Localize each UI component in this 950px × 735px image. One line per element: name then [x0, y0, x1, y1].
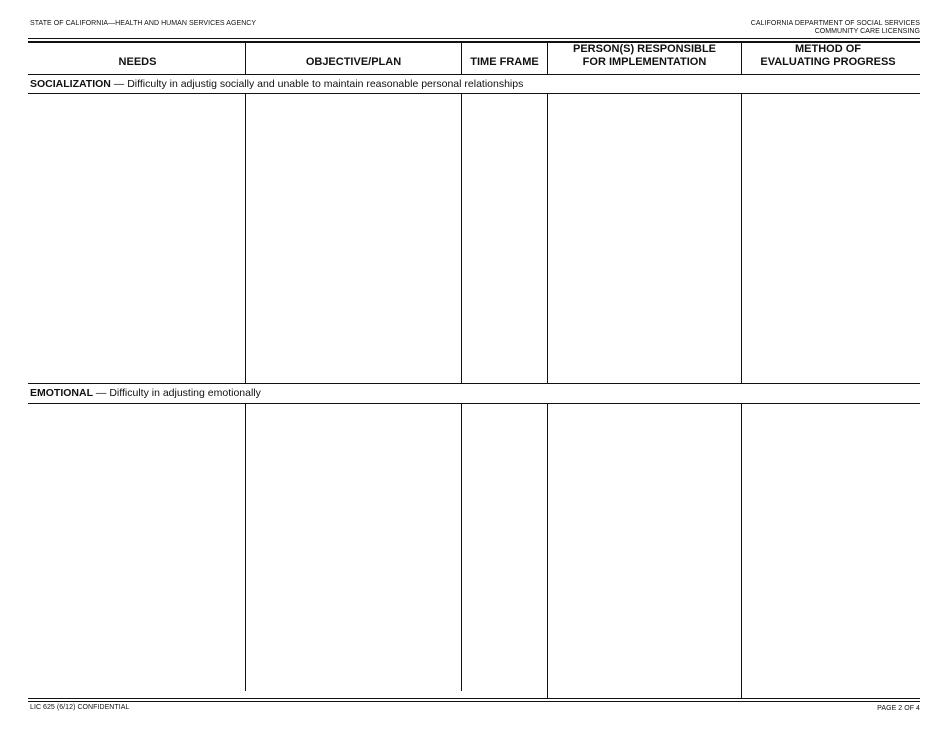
- needs-label: NEEDS: [118, 56, 157, 68]
- socialization-needs-cell[interactable]: [30, 94, 245, 383]
- emotional-responsible-cell[interactable]: [548, 404, 741, 698]
- emotional-section-label: [30, 387, 261, 399]
- emotional-divider: [245, 404, 246, 691]
- top-rule: [28, 38, 920, 39]
- emotional-divider: [461, 404, 462, 691]
- socialization-description: — Difficulty in adjustig socially and unable to maintain reasonable personal relationships: [110, 78, 524, 90]
- column-header-objective: [246, 42, 461, 69]
- responsible-label-line2: FOR IMPLEMENTATION: [582, 56, 707, 68]
- objective-label: OBJECTIVE/PLAN: [305, 56, 402, 68]
- header-divider: [547, 42, 548, 74]
- header-divider: [461, 42, 462, 74]
- socialization-divider: [547, 94, 548, 383]
- emotional-needs-cell[interactable]: [30, 404, 245, 690]
- bottom-rule: [28, 698, 920, 699]
- department-header: [751, 20, 920, 36]
- column-header-method: [742, 42, 914, 69]
- socialization-divider: [741, 94, 742, 383]
- responsible-label-line1: PERSON(S) RESPONSIBLE: [572, 43, 717, 55]
- header-divider: [245, 42, 246, 74]
- emotional-time-frame-cell[interactable]: [462, 404, 547, 690]
- socialization-method-cell[interactable]: [742, 94, 920, 383]
- socialization-objective-cell[interactable]: [246, 94, 461, 383]
- method-label-line1: METHOD OF: [795, 43, 861, 55]
- department-name: CALIFORNIA DEPARTMENT OF SOCIAL SERVICES: [750, 20, 920, 27]
- emotional-description: — Difficulty in adjusting emotionally: [93, 387, 261, 399]
- column-header-needs: [30, 42, 245, 69]
- column-header-time-frame: [462, 42, 547, 69]
- emotional-method-cell[interactable]: [742, 404, 920, 698]
- page-number: PAGE 2 OF 4: [877, 705, 920, 712]
- emotional-divider: [741, 404, 742, 698]
- column-header-responsible: [548, 42, 741, 69]
- division-name: COMMUNITY CARE LICENSING: [814, 28, 920, 35]
- socialization-section-label: [30, 78, 523, 90]
- socialization-title: SOCIALIZATION: [30, 78, 111, 90]
- socialization-time-frame-cell[interactable]: [462, 94, 547, 383]
- emotional-title: EMOTIONAL: [30, 387, 93, 399]
- socialization-bottom-rule: [28, 383, 920, 384]
- socialization-divider: [461, 94, 462, 383]
- method-label-line2: EVALUATING PROGRESS: [760, 56, 896, 68]
- emotional-objective-cell[interactable]: [246, 404, 461, 690]
- header-divider: [741, 42, 742, 74]
- form-id: LIC 625 (6/12) CONFIDENTIAL: [30, 704, 130, 711]
- time-frame-label: TIME FRAME: [470, 56, 539, 68]
- socialization-responsible-cell[interactable]: [548, 94, 741, 383]
- agency-header: STATE OF CALIFORNIA—HEALTH AND HUMAN SERVICES AGENCY: [30, 20, 257, 27]
- socialization-divider: [245, 94, 246, 383]
- emotional-divider: [547, 404, 548, 698]
- header-bottom-rule: [28, 74, 920, 75]
- bottom-rule-second: [28, 701, 920, 702]
